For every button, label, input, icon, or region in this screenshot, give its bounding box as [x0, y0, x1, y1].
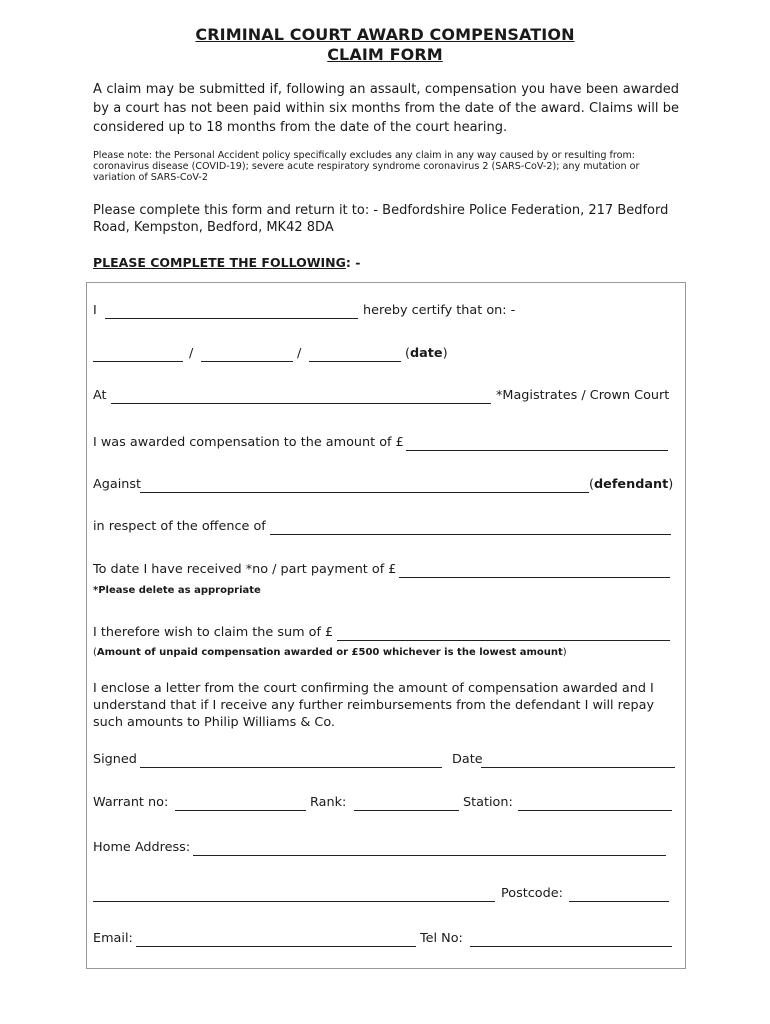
tel-field[interactable] — [470, 946, 672, 947]
please-complete-label: PLEASE COMPLETE THE FOLLOWING — [93, 255, 346, 270]
rank-label: Rank: — [310, 795, 347, 810]
claim-row — [93, 625, 683, 643]
station-label: Station: — [463, 795, 513, 810]
claimant-name-field[interactable] — [105, 318, 358, 319]
email-field[interactable] — [136, 946, 416, 947]
warrant-label: Warrant no: — [93, 795, 169, 810]
address-field-line-1[interactable] — [193, 855, 666, 856]
signature-field[interactable] — [140, 767, 442, 768]
form-title-line-1: CRIMINAL COURT AWARD COMPENSATION — [195, 25, 575, 44]
address-field-line-2[interactable] — [93, 901, 495, 902]
contact-row — [93, 931, 683, 949]
offence-field[interactable] — [270, 534, 671, 535]
date-year-field[interactable] — [309, 361, 401, 362]
return-address-paragraph: Please complete this form and return it to: - Bedfordshire Police Federation, 217 Bedford Road, Kempston, Bedford, MK42 8DA — [93, 203, 669, 235]
date-month-field[interactable] — [201, 361, 293, 362]
claim-label: I therefore wish to claim the sum of £ — [93, 625, 334, 640]
warrant-field[interactable] — [175, 810, 306, 811]
i-label: I — [93, 303, 97, 318]
amount-note: (Amount of unpaid compensation awarded or £500 whichever is the lowest amount) — [93, 647, 567, 658]
court-field[interactable] — [111, 403, 491, 404]
claim-amount-field[interactable] — [337, 640, 670, 641]
court-row — [93, 388, 683, 406]
date-field-label: Date — [452, 752, 483, 767]
tel-label: Tel No: — [420, 931, 463, 946]
received-row — [93, 562, 683, 580]
email-label: Email: — [93, 931, 133, 946]
date-label: (date) — [405, 346, 448, 361]
postcode-row — [93, 886, 683, 904]
covid-exclusion-note: Please note: the Personal Accident policy specifically excludes any claim in any way caused by or resulting from: coronavirus disease (COVID-19); severe acute respiratory syndrome coronavirus 2 (SARS-CoV-2); any mutation or variation of SARS-CoV-2 — [93, 150, 640, 183]
signed-row — [93, 752, 683, 770]
signed-label: Signed — [93, 752, 137, 767]
station-field[interactable] — [518, 810, 672, 811]
received-amount-field[interactable] — [399, 577, 670, 578]
against-row — [93, 477, 683, 495]
please-complete-suffix: : - — [345, 255, 361, 270]
postcode-label: Postcode: — [501, 886, 563, 901]
date-separator-2: / — [297, 346, 302, 361]
court-type-label: *Magistrates / Crown Court — [496, 388, 670, 403]
awarded-label: I was awarded compensation to the amount of £ — [93, 435, 404, 450]
awarded-amount-field[interactable] — [406, 450, 668, 451]
offence-label: in respect of the offence of — [93, 519, 266, 534]
date-separator-1: / — [189, 346, 194, 361]
please-complete-heading — [93, 253, 679, 272]
certify-row — [93, 303, 683, 321]
address-label: Home Address: — [93, 840, 191, 855]
defendant-label: (defendant) — [589, 477, 674, 492]
offence-row — [93, 519, 683, 537]
date-row — [93, 346, 683, 364]
rank-field[interactable] — [354, 810, 459, 811]
at-label: At — [93, 388, 107, 403]
delete-note: *Please delete as appropriate — [93, 585, 261, 596]
certify-label: hereby certify that on: - — [363, 303, 516, 318]
defendant-field[interactable] — [140, 492, 589, 493]
declaration-paragraph: I enclose a letter from the court confirming the amount of compensation awarded and I understand that if I receive any further reimbursements from the defendant I will repay such amounts to Philip Williams & Co. — [93, 681, 655, 730]
date-day-field[interactable] — [93, 361, 183, 362]
against-label: Against — [93, 477, 142, 492]
postcode-field[interactable] — [569, 901, 669, 902]
intro-paragraph: A claim may be submitted if, following an assault, compensation you have been awarded by a court has not been paid within six months from the date of the award. Claims will be considered up to 18 months from the date of the court hearing. — [93, 82, 679, 135]
form-title-line-2: CLAIM FORM — [327, 45, 443, 64]
awarded-row — [93, 435, 683, 453]
warrant-row — [93, 795, 683, 813]
address-row — [93, 840, 683, 858]
signed-date-field[interactable] — [481, 767, 675, 768]
received-label: To date I have received *no / part payment of £ — [93, 562, 397, 577]
